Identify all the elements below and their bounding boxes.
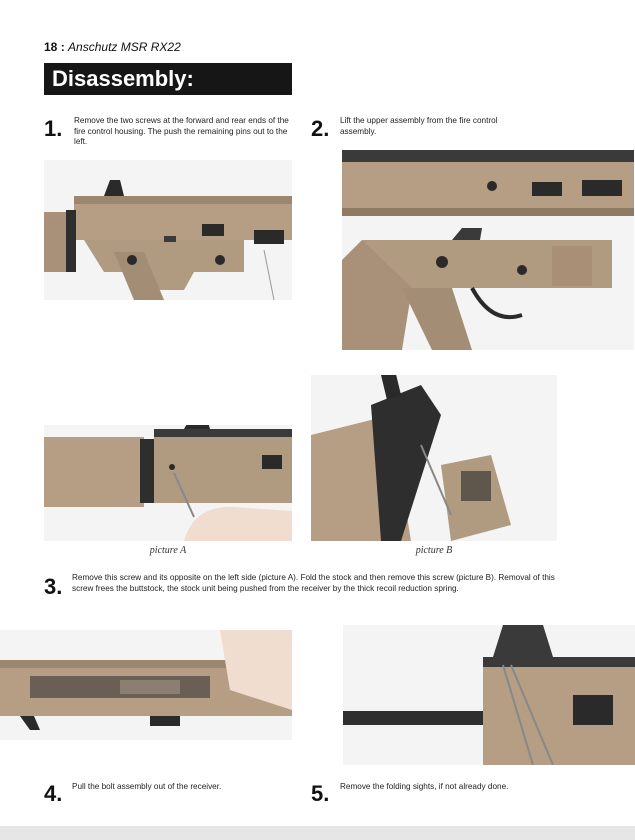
photo-folding-sights bbox=[343, 625, 635, 765]
folded-stock-illustration bbox=[311, 375, 557, 541]
section-title: Disassembly: bbox=[44, 63, 292, 95]
stock-screw-illustration bbox=[44, 425, 292, 541]
folding-sight-illustration bbox=[343, 625, 635, 765]
photo-fire-control-housing bbox=[44, 160, 292, 300]
page-footer-band bbox=[0, 826, 635, 840]
step-1-number: 1. bbox=[44, 116, 63, 141]
step-1-text: Remove the two screws at the forward and rear ends of the fire control housing. The push the remaining pins out to the left. bbox=[74, 116, 289, 146]
step-5-text: Remove the folding sights, if not already done. bbox=[340, 782, 509, 791]
photo-picture-b bbox=[311, 375, 557, 541]
step-2-number: 2. bbox=[311, 116, 330, 141]
header-separator: : bbox=[60, 40, 65, 54]
step-4-text: Pull the bolt assembly out of the receiver. bbox=[72, 782, 222, 791]
upper-lower-separated-illustration bbox=[342, 150, 634, 350]
photo-bolt-assembly bbox=[0, 630, 292, 740]
page-number: 18 bbox=[44, 40, 58, 54]
caption-picture-a: picture A bbox=[149, 545, 187, 556]
page-header bbox=[44, 40, 181, 54]
step-3-number: 3. bbox=[44, 574, 63, 599]
bolt-removal-illustration bbox=[0, 630, 292, 740]
step-2-text: Lift the upper assembly from the fire control assembly. bbox=[340, 116, 498, 136]
caption-picture-b: picture B bbox=[415, 545, 453, 556]
rifle-receiver-illustration bbox=[44, 160, 292, 300]
step-4-number: 4. bbox=[44, 781, 63, 806]
photo-upper-lifted bbox=[342, 150, 634, 350]
photo-picture-a bbox=[44, 425, 292, 541]
step-5-number: 5. bbox=[311, 781, 330, 806]
step-3-text: Remove this screw and its opposite on the left side (picture A). Fold the stock and then remove this screw (picture B). Removal of this screw frees the buttstock, the stock unit being pushed from the receiver by the thick recoil reduction spring. bbox=[72, 573, 555, 593]
manual-title: Anschutz MSR RX22 bbox=[68, 40, 181, 54]
